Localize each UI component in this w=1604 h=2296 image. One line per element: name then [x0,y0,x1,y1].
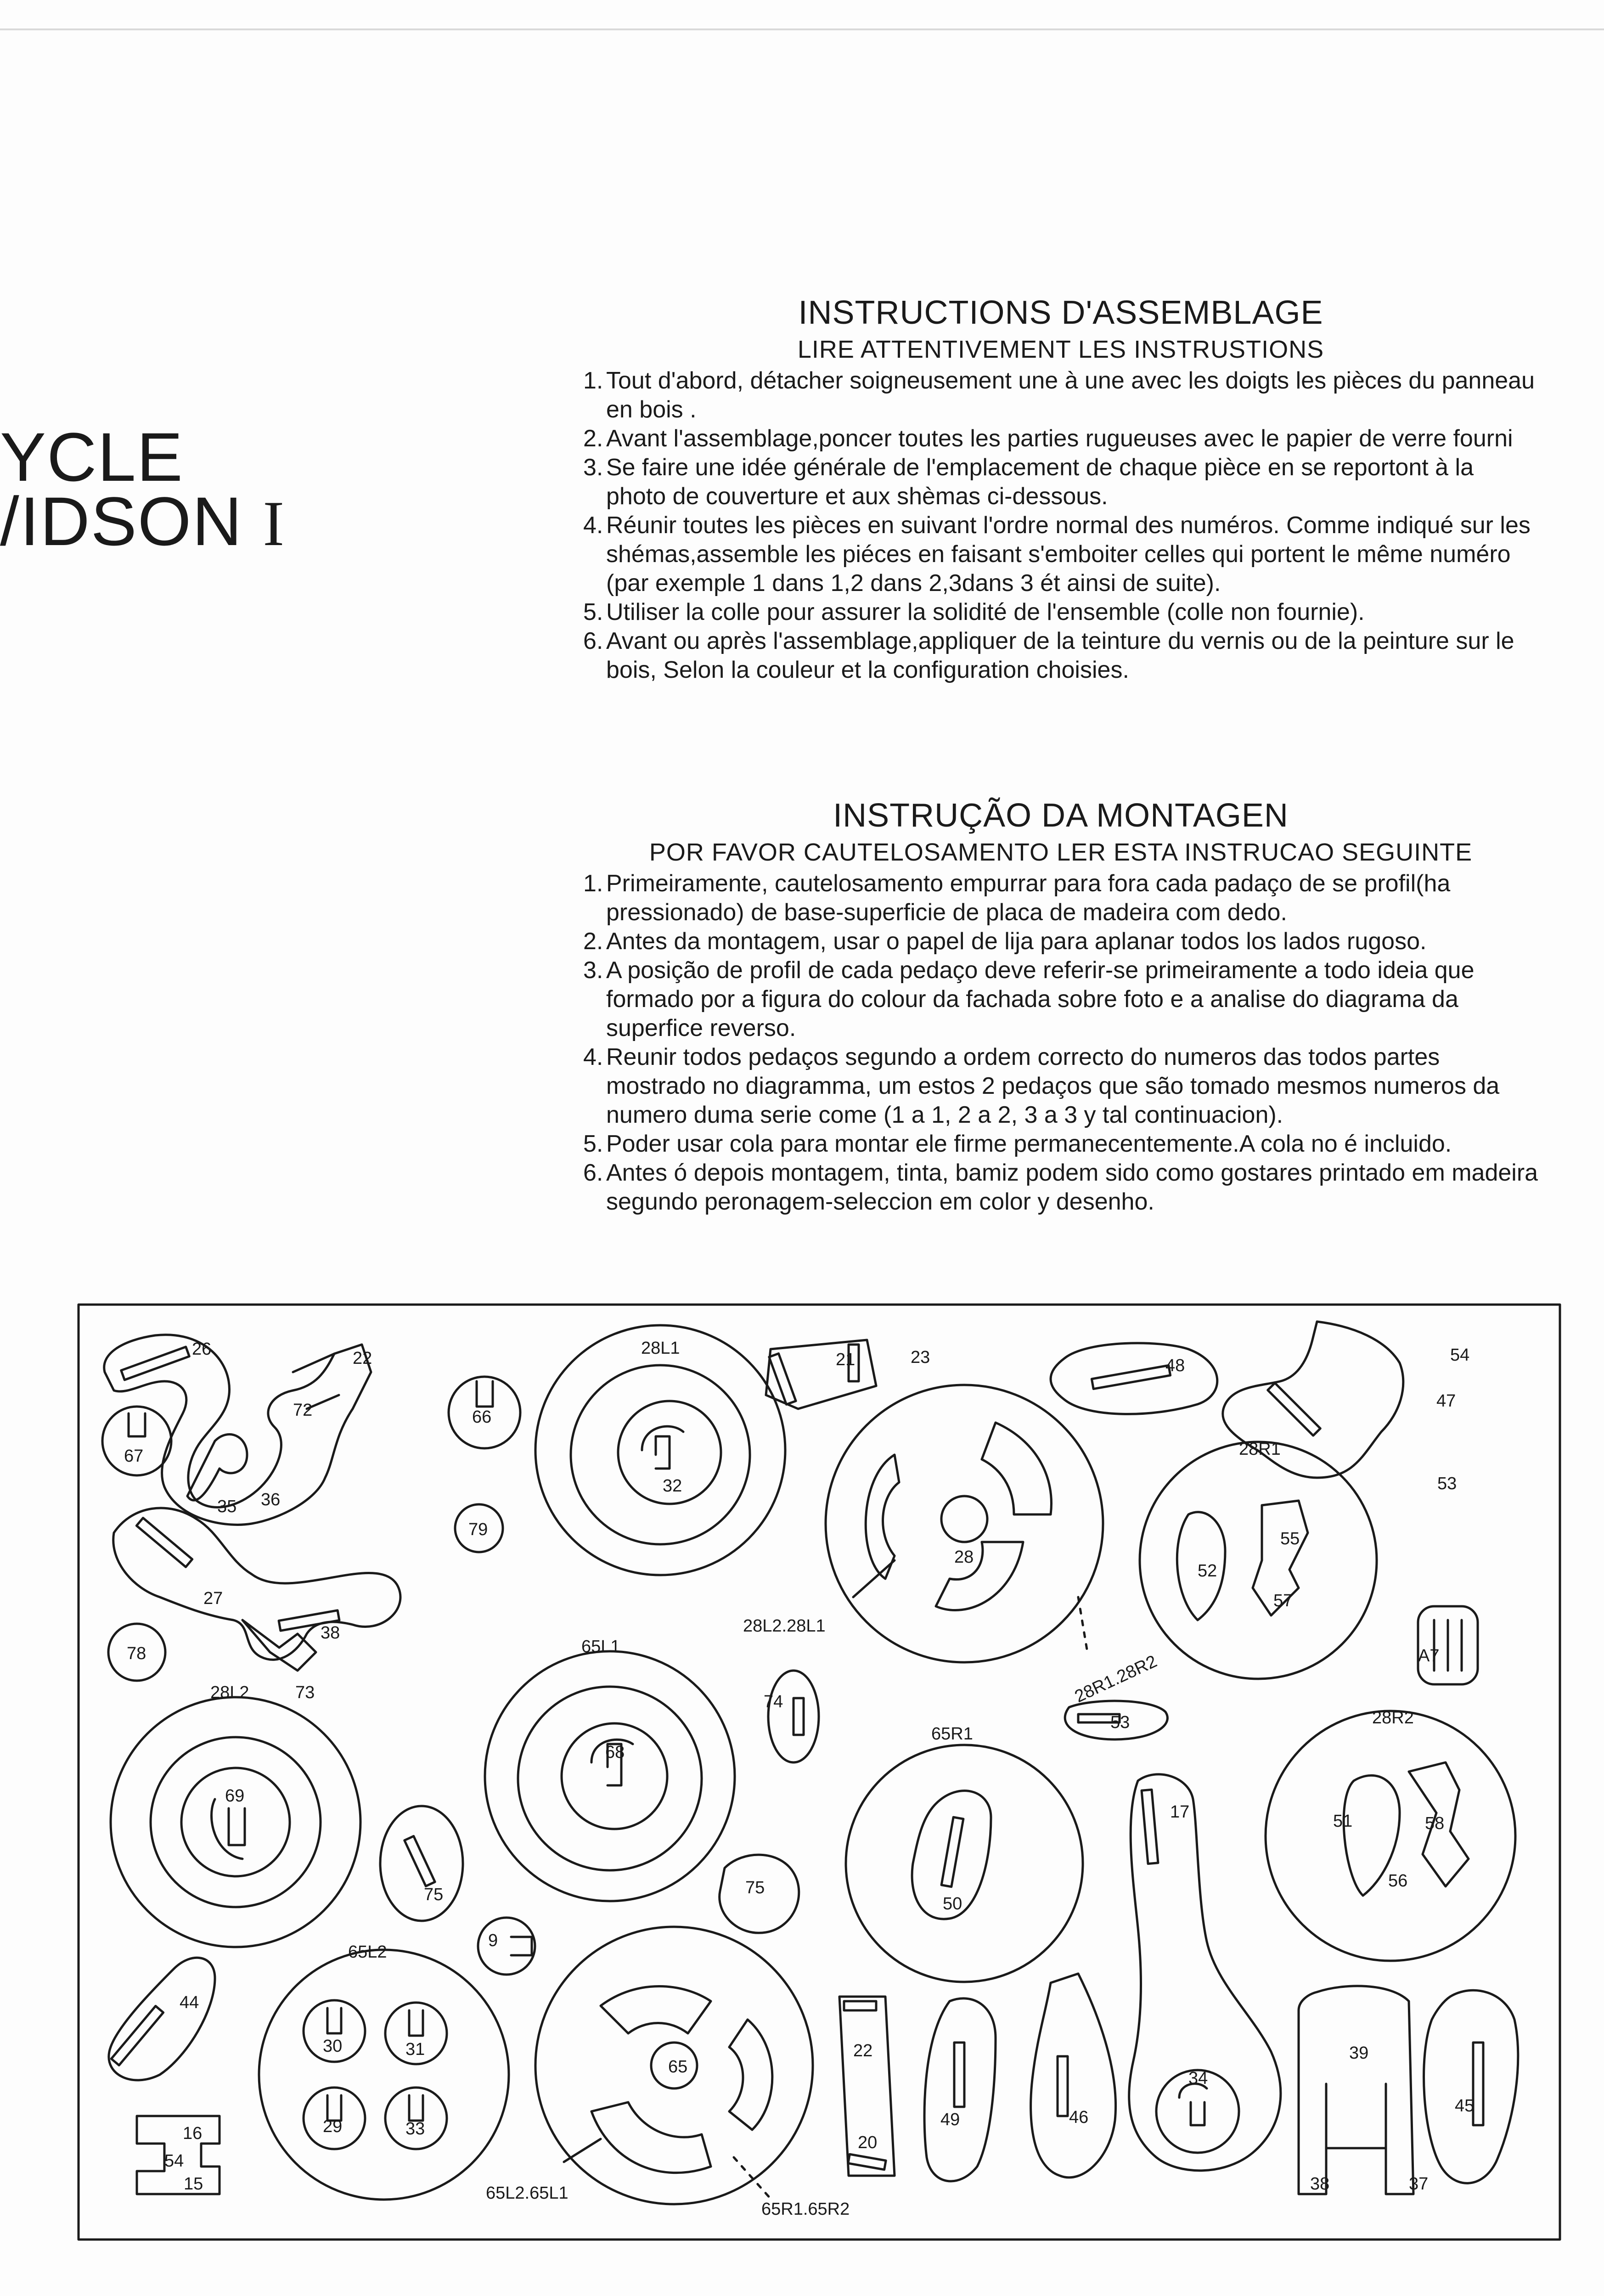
slot-20 [848,2154,886,2170]
leader-65R1-65R2 [734,2157,771,2199]
slot-22b [844,2001,876,2010]
part-outline-46 [1031,1974,1116,2178]
slot-45 [1473,2043,1483,2125]
slots-38-37 [1326,2084,1386,2148]
label-55: 55 [1280,1529,1300,1548]
label-65L1: 65L1 [581,1637,620,1656]
label-49: 49 [940,2110,960,2129]
label-51: 51 [1333,1812,1353,1831]
label-73: 73 [295,1683,315,1702]
wheel-28L2-ring [151,1737,321,1907]
label-28R1: 28R1 [1239,1440,1281,1459]
label-67: 67 [124,1446,144,1466]
slot-27 [136,1518,192,1567]
label-31: 31 [405,2040,425,2059]
label-54a: 54 [164,2151,184,2171]
slot-47 [1268,1383,1321,1436]
label-78: 78 [127,1644,146,1663]
label-22b: 22 [853,2041,873,2060]
label-30: 30 [323,2037,343,2056]
label-23: 23 [911,1348,930,1367]
portuguese-step: 3. A posição de profil de cada pedaço deve referir-se primeiramente a todo ideia que formado por a figura do colour da fachada sobre foto e a analise do diagrama da superfice reverso. [583,957,1475,1041]
label-38-bottom: 38 [1310,2174,1330,2194]
label-44: 44 [180,1993,199,2012]
french-heading: INSTRUCTIONS D'ASSEMBLAGE [798,294,1323,331]
part-outline-44 [109,1958,215,2080]
portuguese-step: 6. Antes ó depois montagem, tinta, bamiz podem sido como gostares printado em madeira segundo peronagem-seleccion em color y desenho. [583,1159,1538,1215]
label-68: 68 [605,1743,625,1762]
slot-17 [1142,1790,1158,1863]
label-28L2-28L1: 28L2.28L1 [743,1616,826,1636]
leader-65L2-65L1 [564,2139,601,2162]
slot-49 [954,2043,964,2107]
slot-44 [111,2006,163,2065]
wheel-65L2-outer [259,1950,509,2200]
label-69: 69 [225,1786,245,1806]
spoke-65-bottom [591,2102,711,2173]
part-outline-49 [924,1998,996,2181]
label-66: 66 [472,1407,492,1427]
label-72: 72 [293,1401,313,1420]
portuguese-step: 1. Primeiramente, cautelosamento empurrar para fora cada padaço de se profil(ha pressionado) de base-superficie de placa de madeira com dedo. [583,870,1451,926]
title-fragment-line1: YCLE [0,418,184,495]
wheel-65L1-ring [518,1687,702,1870]
label-37: 37 [1409,2174,1429,2194]
portuguese-steps [583,869,1538,1216]
hub-28 [941,1496,987,1542]
label-15: 15 [184,2174,203,2194]
slot-32 [642,1426,683,1469]
wheel-65L1-outer [485,1651,735,1901]
spoke-28-right [982,1423,1052,1514]
wheel-28R1-outer [1140,1442,1377,1679]
label-35: 35 [217,1497,237,1516]
label-20: 20 [858,2133,878,2152]
french-step: 6. Avant ou après l'assemblage,appliquer de la teinture du vernis ou de la peinture sur le bois, Selon la couleur et la configuration choisies. [583,628,1514,683]
portuguese-heading: INSTRUÇÃO DA MONTAGEN [833,797,1289,834]
hub-69 [181,1768,290,1876]
hub-33 [385,2088,447,2149]
label-47: 47 [1436,1391,1456,1411]
part-75 [380,1806,463,1921]
label-75a: 75 [424,1885,444,1904]
label-A7: A7 [1418,1646,1440,1666]
label-65L2: 65L2 [348,1942,387,1962]
label-17: 17 [1170,1802,1190,1822]
disc-9 [478,1918,535,1975]
slot-48 [1092,1365,1170,1389]
wheel-28L2-outer [111,1697,360,1947]
label-28R2: 28R2 [1372,1708,1414,1728]
label-53a: 53 [1437,1474,1457,1493]
wheel-28L1-ring [571,1365,750,1544]
wheel-65R1-outer [846,1745,1083,1982]
label-28L1: 28L1 [641,1339,680,1358]
label-75b: 75 [745,1878,765,1897]
label-36: 36 [261,1490,281,1509]
label-65R1-65R2: 65R1.65R2 [761,2200,850,2219]
part-outline-45 [1424,1990,1518,2183]
label-32: 32 [663,1476,682,1496]
label-28: 28 [954,1548,974,1567]
label-21: 21 [836,1350,855,1369]
label-27: 27 [203,1589,223,1608]
french-step: 3. Se faire une idée générale de l'emplacement de chaque pièce en se reportont à la photo de couverture et aux shèmas ci-dessous. [583,454,1474,510]
label-29: 29 [323,2117,343,2136]
part-outline-35-36 [187,1435,247,1501]
part-outline-39-38-37 [1299,1986,1413,2194]
label-28L2: 28L2 [210,1683,249,1702]
spoke-28-bottom [936,1542,1023,1610]
label-38-top: 38 [321,1623,340,1643]
parts-board-svg [77,1303,1561,2241]
portuguese-subheading: POR FAVOR CAUTELOSAMENTO LER ESTA INSTRUCAO SEGUINTE [649,838,1473,866]
label-16: 16 [183,2124,203,2143]
slot-74 [794,1698,804,1735]
label-52: 52 [1198,1561,1217,1581]
label-50: 50 [943,1894,962,1913]
french-step: 1. Tout d'abord, détacher soigneusement une à une avec les doigts les pièces du panneau en bois . [583,367,1535,423]
spoke-65-top [601,1986,711,2034]
label-9: 9 [488,1931,498,1950]
portuguese-step: 2. Antes da montagem, usar o papel de lija para aplanar todos los lados rugoso. [583,928,1427,955]
label-45: 45 [1455,2096,1475,2116]
top-rule [0,28,1604,30]
spoke-65-right [729,2020,772,2130]
label-26: 26 [192,1339,212,1359]
label-46: 46 [1069,2108,1089,2127]
french-step: 2. Avant l'assemblage,poncer toutes les parties rugueuses avec le papier de verre fourni [583,425,1513,452]
leader-28R1-28R2 [1078,1597,1087,1652]
portuguese-instructions [583,797,1538,1216]
label-22: 22 [353,1349,372,1368]
portuguese-step: 5. Poder usar cola para montar ele firme permanecentemente.A cola no é incluido. [583,1131,1452,1157]
slot-67 [129,1413,145,1436]
label-34: 34 [1188,2069,1208,2088]
french-instructions [583,294,1538,685]
slot-26 [121,1347,189,1380]
slot-46 [1058,2056,1068,2116]
board-frame [79,1305,1560,2240]
portuguese-step: 4. Reunir todos pedaços segundo a ordem correcto do numeros das todos partes mostrado no diagramma, um estos 2 pedaços que são tomado mesmos numeros da numero duma serie come (1 a 1, 2 a 2, 3 a 3 y tal continuacion). [583,1044,1500,1128]
french-subheading: LIRE ATTENTIVEMENT LES INSTRUSTIONS [797,336,1324,363]
label-74: 74 [764,1692,783,1711]
label-48: 48 [1165,1356,1185,1375]
label-57: 57 [1273,1591,1293,1610]
wheel-28-outer [826,1385,1103,1662]
french-steps [583,366,1538,685]
label-65: 65 [668,2057,688,2077]
title-fragment-line2: /IDSON I [0,483,286,560]
slot-75 [405,1836,435,1886]
slot-34 [1179,2084,1207,2125]
label-33: 33 [405,2119,425,2138]
slot-69 [212,1799,245,1859]
part-outline-48 [1051,1343,1217,1414]
french-step: 5. Utiliser la colle pour assurer la solidité de l'ensemble (colle non fournie). [583,599,1365,625]
label-58: 58 [1425,1814,1445,1833]
wheel-28R2-outer [1266,1711,1515,1961]
wheel-28L1-outer [535,1325,785,1575]
slot-50 [941,1817,963,1887]
label-65R1: 65R1 [931,1724,973,1744]
label-53b: 53 [1110,1713,1130,1732]
french-step: 4. Réunir toutes les pièces en suivant l'ordre normal des numéros. Comme indiqué sur les shémas,assemble les piéces en faisant s'emboiter celles qui portent le même numéro (par exemple 1 dans 1,2 dans 2,3dans 3 ét ainsi de suite). [583,512,1531,597]
label-79: 79 [468,1520,488,1539]
label-65L2-65L1: 65L2.65L1 [486,2183,568,2203]
parts-board-diagram [77,1303,1561,2241]
label-39: 39 [1349,2043,1369,2063]
label-54b: 54 [1450,1345,1470,1365]
label-28R1-28R2: 28R1.28R2 [1072,1651,1160,1707]
slot-9 [511,1937,532,1955]
label-56: 56 [1388,1871,1408,1891]
slot-66 [477,1381,493,1407]
